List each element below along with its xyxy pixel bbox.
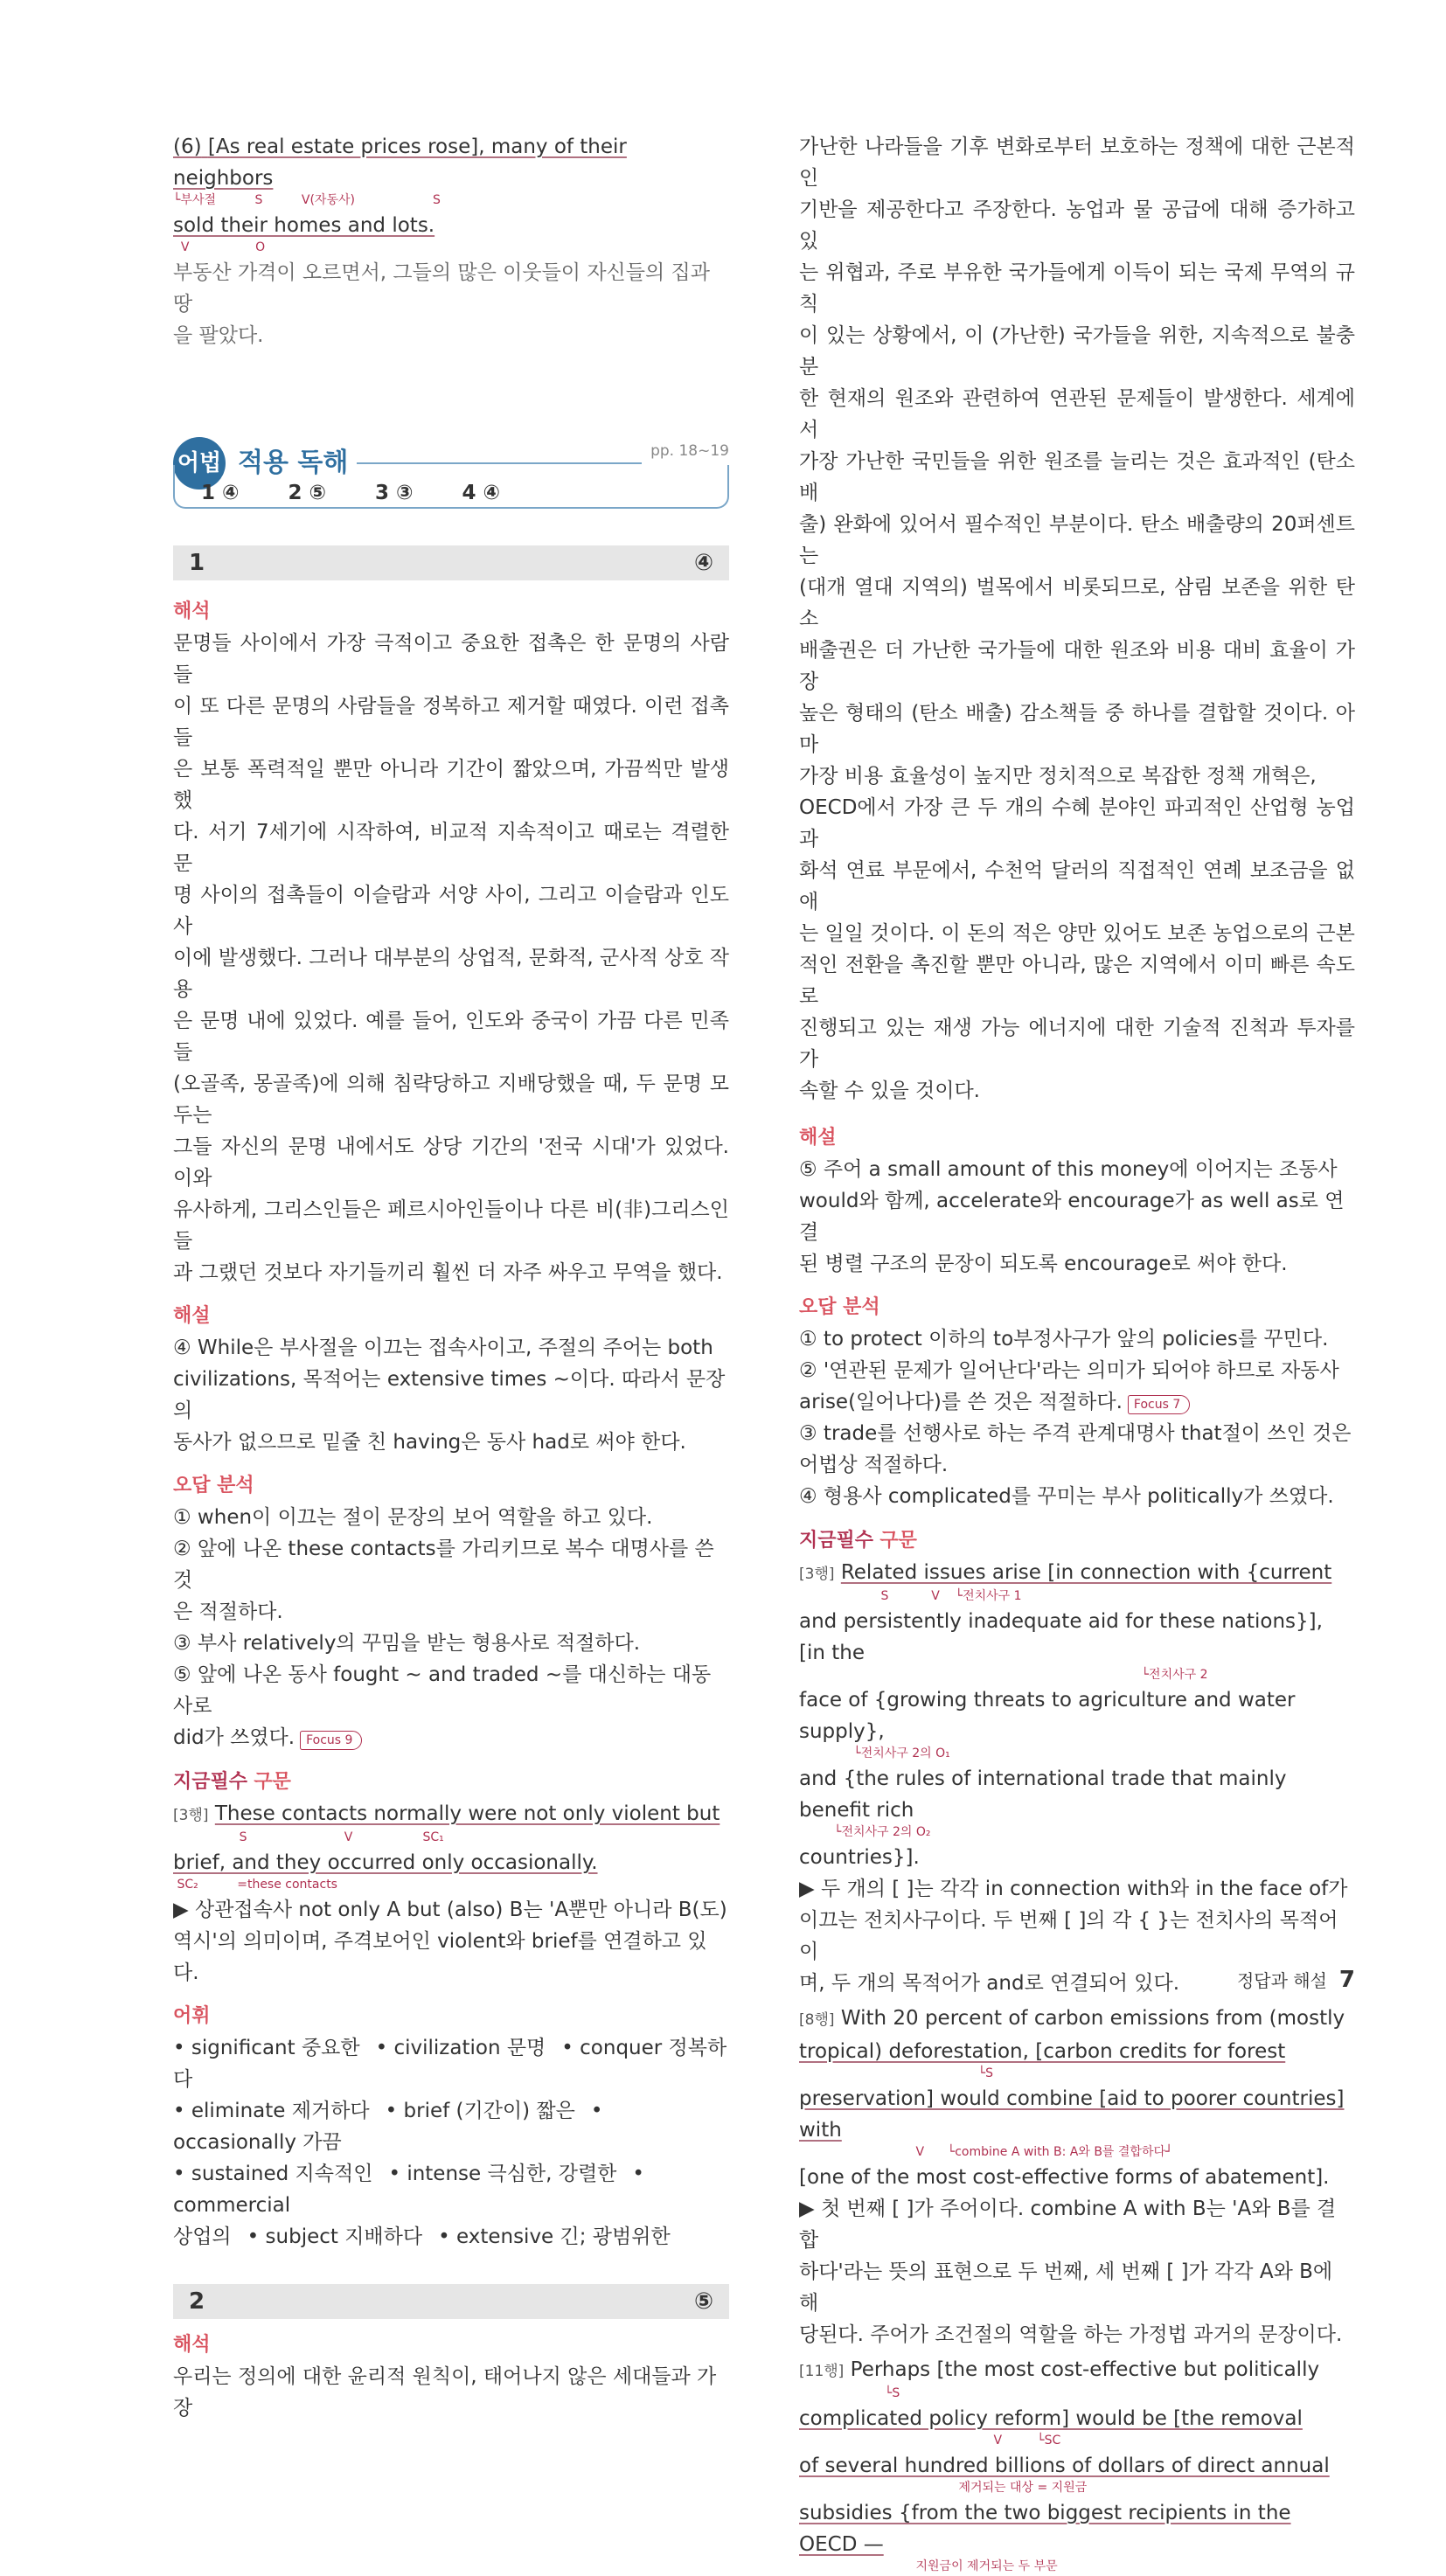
- line-tag: [8행]: [799, 2011, 835, 2029]
- left-column: [173, 131, 729, 2424]
- translation-line: 는 일일 것이다. 이 돈의 적은 양만 있어도 보존 농업으로의 근본: [799, 922, 1355, 945]
- question-number: 1: [189, 550, 205, 576]
- section-header: [173, 437, 729, 509]
- grammar-annotation: S V SC₁: [173, 1830, 444, 1844]
- right-column: [799, 131, 1355, 2576]
- vocab-item: • extensive 긴; 광범위한: [438, 2225, 671, 2248]
- key-sentence: of several hundred billions of dollars of direct annual: [799, 2454, 1330, 2477]
- grammar-annotation: └전치사구 2의 O₂: [799, 1825, 931, 1839]
- translation-line: 화석 연료 부문에서, 수천억 달러의 직접적인 연례 보조금을 없애: [799, 859, 1355, 913]
- label-key-structure-suffix: 구문: [254, 1771, 291, 1793]
- grammar-annotation: 제거되는 대상 = 지원금: [799, 2481, 1088, 2495]
- grammar-annotation: └S: [799, 2066, 994, 2080]
- label-error-analysis: 오답 분석: [173, 1475, 254, 1496]
- vocab-item: • eliminate 제거하다: [173, 2100, 370, 2122]
- grammar-annotation: 지원금이 제거되는 두 부문: [799, 2559, 1058, 2573]
- translation-line: OECD에서 가장 큰 두 개의 수혜 분야인 파괴적인 산업형 농업과: [799, 796, 1355, 851]
- page-footer: [1237, 1967, 1355, 1993]
- key-note: 당된다. 주어가 조건절의 역할을 하는 가정법 과거의 문장이다.: [799, 2323, 1343, 2346]
- translation-line: 한 현재의 원조와 관련하여 연관된 문제들이 발생한다. 세계에서: [799, 387, 1355, 441]
- page-range: pp. 18~19: [650, 442, 729, 460]
- translation-line: 적인 전환을 촉진할 뿐만 아니라, 많은 지역에서 이미 빠른 속도로: [799, 954, 1355, 1008]
- vocab-item: • occasionally 가끔: [173, 2100, 603, 2154]
- grammar-annotation: SC₂ =these contacts: [173, 1878, 337, 1892]
- example-line: sold their homes and lots.: [173, 214, 435, 237]
- error-line: ④ 형용사 complicated를 꾸미는 부사 politically가 쓰였다.: [799, 1485, 1334, 1508]
- grammar-annotation: V O: [173, 240, 266, 254]
- vocab-item: • significant 중요한: [173, 2037, 360, 2059]
- error-line: ③ trade를 선행사로 하는 주격 관계대명사 that절이 쓰인 것은: [799, 1422, 1352, 1445]
- question-answer: ④: [693, 550, 713, 576]
- grammar-annotation: └전치사구 2의 O₁: [799, 1746, 950, 1760]
- grammar-annotation: V └combine A with B: A와 B를 결합하다┘: [799, 2145, 1173, 2159]
- key-note: 며, 두 개의 목적어가 and로 연결되어 있다.: [799, 1972, 1180, 1995]
- translation-line: 그들 자신의 문명 내에서도 상당 기간의 '전국 시대'가 있었다. 이와: [173, 1135, 729, 1190]
- vocab-item: • conquer 정복하다: [173, 2037, 727, 2091]
- translation-line: 속할 수 있을 것이다.: [799, 1080, 980, 1102]
- explanation-line: ④ While은 부사절을 이끄는 접속사이고, 주절의 주어는 both: [173, 1337, 713, 1359]
- translation-line: 이에 발생했다. 그러나 대부분의 상업적, 문화적, 군사적 상호 작용: [173, 947, 729, 1001]
- error-line: ① to protect 이하의 to부정사구가 앞의 policies를 꾸민다.: [799, 1328, 1329, 1350]
- answer-item: 4 ④: [462, 482, 500, 504]
- answer-box: [173, 465, 729, 509]
- key-sentence: [one of the most cost-effective forms of abatement].: [799, 2166, 1330, 2189]
- section-badge: 어법: [173, 437, 226, 490]
- translation-line: 배출권은 더 가난한 국가들에 대한 원조와 비용 대비 효율이 가장: [799, 639, 1355, 693]
- label-explanation: 해설: [799, 1127, 837, 1149]
- footer-label: 정답과 해설: [1236, 1970, 1327, 1991]
- question-answer: ⑤: [693, 2288, 713, 2315]
- section-title: 적용 독해: [238, 448, 349, 478]
- translation-line: 높은 형태의 (탄소 배출) 감소책들 중 하나를 결합할 것이다. 아마: [799, 702, 1355, 756]
- translation-line: 기반을 제공한다고 주장한다. 농업과 물 공급에 대해 증가하고 있: [799, 198, 1355, 253]
- line-tag: [3행]: [799, 1566, 835, 1583]
- key-sentence: Perhaps [the most cost-effective but politically: [850, 2358, 1320, 2381]
- translation-line: 출) 완화에 있어서 필수적인 부분이다. 탄소 배출량의 20퍼센트는: [799, 513, 1355, 567]
- answer-item: 1 ④: [201, 482, 240, 504]
- label-translation: 해석: [173, 2334, 211, 2356]
- key-sentence: complicated policy reform] would be [the removal: [799, 2407, 1303, 2430]
- key-sentence: With 20 percent of carbon emissions from (mostly: [840, 2007, 1345, 2030]
- question-bar: [173, 545, 729, 580]
- error-line: arise(일어나다)를 쓴 것은 적절하다.: [799, 1391, 1123, 1413]
- translation-line: 가장 가난한 국민들을 위한 원조를 늘리는 것은 효과적인 (탄소 배: [799, 450, 1355, 504]
- translation-line: 명 사이의 접촉들이 이슬람과 서양 사이, 그리고 이슬람과 인도 사: [173, 884, 729, 938]
- key-sentence: tropical) deforestation, [carbon credits for forest: [799, 2040, 1286, 2063]
- translation-line: 는 위협과, 주로 부유한 국가들에게 이득이 되는 국제 무역의 규칙: [799, 261, 1355, 316]
- example-number: (6): [173, 135, 202, 158]
- grammar-annotation: └전치사구 2: [799, 1668, 1208, 1682]
- translation-line: 문명들 사이에서 가장 극적이고 중요한 접촉은 한 문명의 사람들: [173, 632, 729, 686]
- key-sentence: face of {growing threats to agriculture and water supply},: [799, 1689, 1296, 1743]
- focus-tag[interactable]: Focus 7: [1128, 1395, 1190, 1414]
- key-sentence: countries}].: [799, 1846, 920, 1869]
- key-note: ▶ 상관접속사 not only A but (also) B는 'A뿐만 아니라 B(도): [173, 1899, 727, 1921]
- error-line: ⑤ 앞에 나온 동사 fought ~ and traded ~를 대신하는 대동사로: [173, 1663, 712, 1718]
- label-vocabulary: 어휘: [173, 2005, 211, 2027]
- translation-line: 진행되고 있는 재생 가능 에너지에 대한 기술적 진척과 투자를 가: [799, 1017, 1355, 1071]
- answer-item: 3 ③: [374, 482, 414, 504]
- explanation-line: civilizations, 목적어는 extensive times ~이다. 따라서 문장의: [173, 1368, 726, 1422]
- translation-line: 은 보통 폭력적일 뿐만 아니라 기간이 짧았으며, 가끔씩만 발생했: [173, 758, 729, 812]
- key-note: 역시'의 의미이며, 주격보어인 violent와 brief를 연결하고 있다.: [173, 1930, 707, 1984]
- label-translation: 해석: [173, 601, 211, 622]
- translation-line: 부동산 가격이 오르면서, 그들의 많은 이웃들이 자신들의 집과 땅: [173, 261, 710, 316]
- translation-line: 이 있는 상황에서, 이 (가난한) 국가들을 위한, 지속적으로 불충분: [799, 324, 1355, 378]
- vocab-item: • intense 극심한, 강렬한: [388, 2163, 617, 2185]
- key-note: ▶ 두 개의 [ ]는 각각 in connection with와 in the face of가: [799, 1878, 1348, 1900]
- vocab-item: • sustained 지속적인: [173, 2163, 373, 2185]
- line-tag: [11행]: [799, 2363, 845, 2380]
- translation-line: 우리는 정의에 대한 윤리적 원칙이, 태어나지 않은 세대들과 가장: [173, 2365, 717, 2420]
- key-note: ▶ 첫 번째 [ ]가 주어이다. combine A with B는 'A와 B를 결합: [799, 2198, 1337, 2252]
- translation-line: 과 그랬던 것보다 자기들끼리 훨씬 더 자주 싸우고 무역을 했다.: [173, 1261, 723, 1284]
- key-sentence: preservation] would combine [aid to poorer countries] with: [799, 2087, 1345, 2142]
- translation-line: 을 팔았다.: [173, 324, 264, 347]
- key-sentence: subsidies {from the two biggest recipients in the OECD —: [799, 2502, 1291, 2556]
- translation-line: 이 또 다른 문명의 사람들을 정복하고 제거할 때였다. 이런 접촉들: [173, 695, 729, 749]
- explanation-line: would와 함께, accelerate와 encourage가 as well as로 연결: [799, 1190, 1345, 1244]
- error-line: ② '연관된 문제가 일어난다'라는 의미가 되어야 하므로 자동사: [799, 1359, 1339, 1382]
- translation-line: 가난한 나라들을 기후 변화로부터 보호하는 정책에 대한 근본적인: [799, 135, 1355, 190]
- key-sentence: These contacts normally were not only violent but: [214, 1802, 720, 1825]
- key-sentence: and persistently inadequate aid for these nations}], [in the: [799, 1610, 1323, 1664]
- translation-line: 다. 서기 7세기에 시작하여, 비교적 지속적이고 때로는 격렬한 문: [173, 821, 729, 875]
- explanation-line: 된 병렬 구조의 문장이 되도록 encourage로 써야 한다.: [799, 1253, 1288, 1275]
- example-line: [As real estate prices rose], many of their neighbors: [173, 135, 627, 190]
- grammar-annotation: S V └전치사구 1: [799, 1589, 1022, 1603]
- grammar-annotation: └S: [799, 2386, 900, 2400]
- answer-item: 2 ⑤: [288, 482, 326, 504]
- section-divider: [357, 462, 642, 464]
- key-note: 하다'라는 뜻의 표현으로 두 번째, 세 번째 [ ]가 각각 A와 B에 해: [799, 2260, 1333, 2315]
- question-number: 2: [189, 2288, 205, 2315]
- key-note: 이끄는 전치사구이다. 두 번째 [ ]의 각 { }는 전치사의 목적어이: [799, 1909, 1338, 1963]
- explanation-line: 동사가 없으므로 밑줄 친 having은 동사 had로 써야 한다.: [173, 1431, 686, 1454]
- question-bar: [173, 2284, 729, 2319]
- translation-line: 은 문명 내에 있었다. 예를 들어, 인도와 중국이 가끔 다른 민족들: [173, 1010, 729, 1064]
- translation-block: [173, 628, 729, 1288]
- grammar-annotation: V └SC: [799, 2434, 1061, 2448]
- label-key-structure-suffix: 구문: [879, 1530, 917, 1552]
- vocab-item: • civilization 문명: [375, 2037, 546, 2059]
- focus-tag[interactable]: Focus 9: [300, 1731, 362, 1750]
- vocab-item: 상업의: [173, 2225, 232, 2248]
- example-6: [173, 131, 729, 351]
- error-line: ① when이 이끄는 절이 문장의 보어 역할을 하고 있다.: [173, 1506, 653, 1529]
- translation-line: (오골족, 몽골족)에 의해 침략당하고 지배당했을 때, 두 문명 모두는: [173, 1073, 729, 1127]
- key-sentence: Related issues arise [in connection with {current: [840, 1561, 1332, 1584]
- explanation-line: ⑤ 주어 a small amount of this money에 이어지는 조동사: [799, 1158, 1338, 1181]
- grammar-annotation: └부사절 S V(자동사) S: [173, 193, 441, 207]
- line-tag: [3행]: [173, 1807, 209, 1824]
- error-line: did가 쓰였다.: [173, 1726, 295, 1749]
- key-sentence: brief, and they occurred only occasionally.: [173, 1851, 598, 1874]
- error-line: 은 적절하다.: [173, 1600, 283, 1623]
- label-error-analysis: 오답 분석: [799, 1296, 880, 1318]
- translation-line: (대개 열대 지역의) 벌목에서 비롯되므로, 삼림 보존을 위한 탄소: [799, 576, 1355, 630]
- error-line: ③ 부사 relatively의 꾸밈을 받는 형용사로 적절하다.: [173, 1632, 641, 1655]
- error-line: 어법상 적절하다.: [799, 1454, 949, 1476]
- translation-line: 유사하게, 그리스인들은 페르시아인들이나 다른 비(非)그리스인들: [173, 1198, 729, 1253]
- translation-block: [799, 131, 1355, 1107]
- key-sentence: and {the rules of international trade that mainly benefit rich: [799, 1767, 1287, 1822]
- label-key-structure: 지금필수: [173, 1771, 248, 1793]
- vocab-item: • commercial: [173, 2163, 644, 2217]
- translation-line: 가장 비용 효율성이 높지만 정치적으로 복잡한 정책 개혁은,: [799, 765, 1317, 788]
- vocab-list: [173, 2032, 729, 2253]
- vocab-item: • subject 지배하다: [247, 2225, 423, 2248]
- page-number: 7: [1338, 1967, 1355, 1993]
- vocab-item: • brief (기간이) 짧은: [385, 2100, 575, 2122]
- label-explanation: 해설: [173, 1305, 211, 1327]
- label-key-structure: 지금필수: [799, 1530, 874, 1552]
- error-line: ② 앞에 나온 these contacts를 가리키므로 복수 대명사를 쓴 것: [173, 1538, 714, 1592]
